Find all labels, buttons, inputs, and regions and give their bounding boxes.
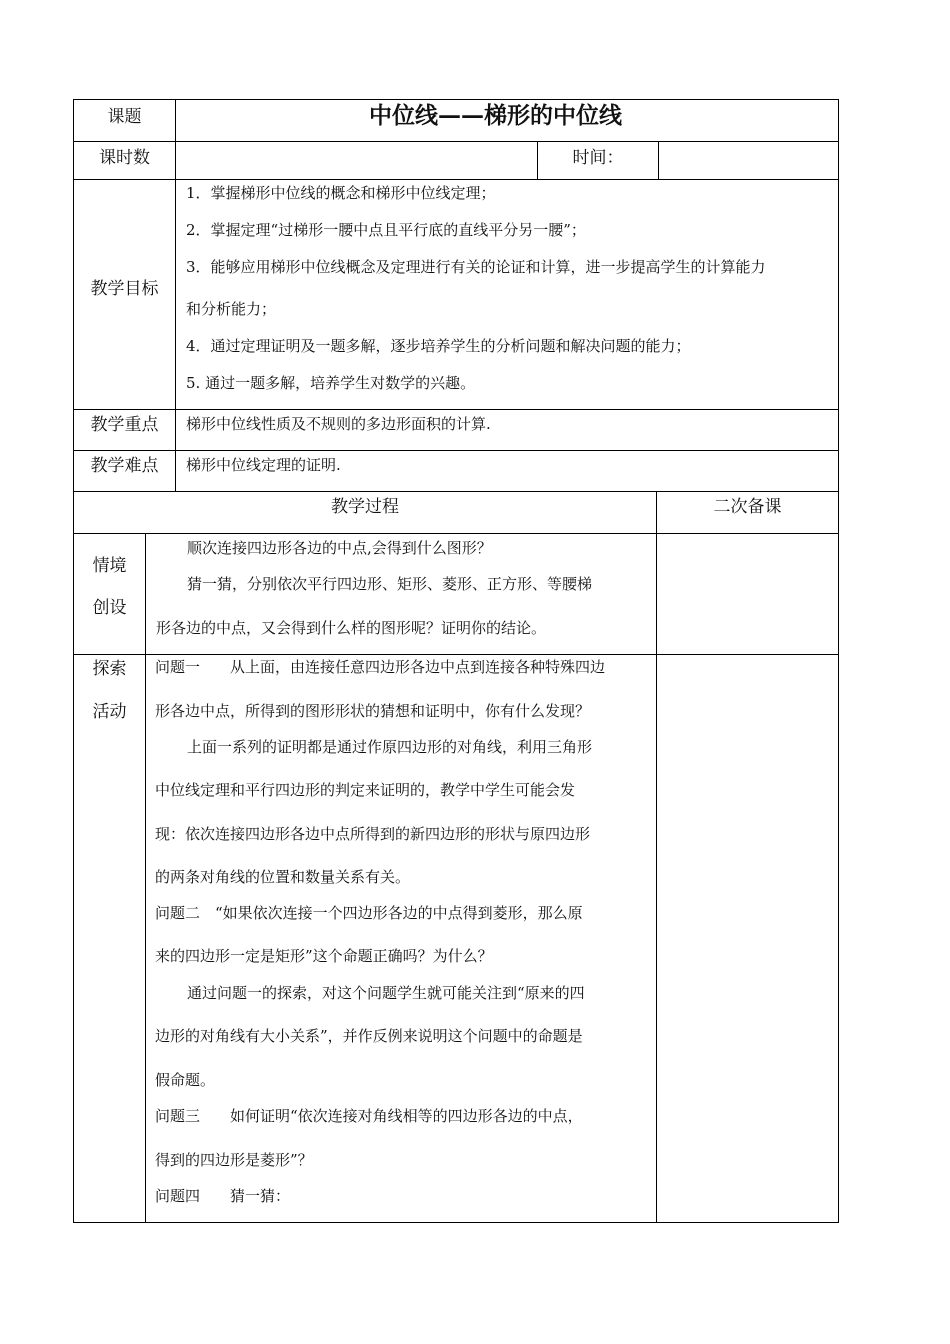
- objectives-label: 教学目标: [90, 279, 159, 299]
- row-divider: [73, 141, 839, 142]
- row-divider: [73, 409, 839, 410]
- objective-item: 4．通过定理证明及一题多解，逐步培养学生的分析问题和解决问题的能力；: [186, 337, 691, 355]
- explore-label-line2: 活动: [92, 702, 127, 722]
- col-divider: [145, 533, 146, 1223]
- topic-label: 课题: [107, 107, 142, 127]
- explore-line: 上面一系列的证明都是通过作原四边形的对角线，利用三角形: [187, 738, 593, 756]
- difficulty-label: 教学难点: [90, 456, 159, 476]
- objective-item: 3．能够应用梯形中位线概念及定理进行有关的论证和计算，进一步提高学生的计算能力: [186, 258, 766, 276]
- col-divider: [175, 99, 176, 492]
- situation-label-line1: 情境: [92, 556, 127, 576]
- key-point-text: 梯形中位线性质及不规则的多边形面积的计算.: [186, 415, 491, 433]
- page-title: 中位线——梯形的中位线: [369, 102, 622, 129]
- explore-line: 的两条对角线的位置和数量关系有关。: [155, 868, 411, 886]
- explore-line: 问题二 “如果依次连接一个四边形各边的中点得到菱形，那么原: [155, 904, 583, 922]
- explore-line: 通过问题一的探索，对这个问题学生就可能关注到“原来的四: [187, 984, 585, 1002]
- second-prep-label: 二次备课: [713, 497, 782, 517]
- objective-item: 2．掌握定理“过梯形一腰中点且平行底的直线平分另一腰”；: [186, 221, 586, 239]
- explore-line: 得到的四边形是菱形”？: [155, 1151, 313, 1169]
- explore-line: 问题四 猜一猜：: [155, 1187, 291, 1205]
- situation-line: 形各边的中点，又会得到什么样的图形呢？证明你的结论。: [156, 619, 547, 637]
- explore-line: 边形的对角线有大小关系”，并作反例来说明这个问题中的命题是: [155, 1027, 583, 1045]
- objective-item: 1．掌握梯形中位线的概念和梯形中位线定理；: [186, 184, 496, 202]
- hours-label: 课时数: [99, 148, 150, 168]
- table-border-top: [73, 99, 839, 100]
- row-divider: [73, 654, 839, 655]
- explore-line: 问题三 如何证明“依次连接对角线相等的四边形各边的中点，: [155, 1107, 583, 1125]
- explore-label-line1: 探索: [92, 659, 127, 679]
- explore-line: 形各边中点，所得到的图形形状的猜想和证明中，你有什么发现？: [155, 702, 591, 720]
- row-divider: [73, 533, 839, 534]
- explore-line: 现：依次连接四边形各边中点所得到的新四边形的形状与原四边形: [155, 825, 591, 843]
- explore-line: 来的四边形一定是矩形”这个命题正确吗？为什么？: [155, 947, 493, 965]
- time-label: 时间：: [572, 148, 624, 168]
- key-point-label: 教学重点: [90, 415, 159, 435]
- explore-line: 假命题。: [155, 1071, 216, 1089]
- col-divider: [658, 141, 659, 180]
- table-border-right: [838, 99, 839, 1223]
- situation-label-line2: 创设: [92, 598, 127, 618]
- table-border-bottom: [73, 1222, 839, 1223]
- objective-item: 和分析能力；: [186, 300, 277, 318]
- situation-line: 顺次连接四边形各边的中点,会得到什么图形？: [187, 539, 492, 557]
- explore-line: 中位线定理和平行四边形的判定来证明的，教学中学生可能会发: [155, 781, 576, 799]
- objective-item: 5. 通过一题多解，培养学生对数学的兴趣。: [186, 374, 476, 392]
- difficulty-text: 梯形中位线定理的证明.: [186, 456, 341, 474]
- row-divider: [73, 450, 839, 451]
- col-divider: [656, 491, 657, 1223]
- explore-line: 问题一 从上面，由连接任意四边形各边中点到连接各种特殊四边: [155, 658, 606, 676]
- row-divider: [73, 491, 839, 492]
- process-label: 教学过程: [331, 497, 399, 517]
- situation-line: 猜一猜，分别依次平行四边形、矩形、菱形、正方形、等腰梯: [187, 575, 593, 593]
- row-divider: [73, 179, 839, 180]
